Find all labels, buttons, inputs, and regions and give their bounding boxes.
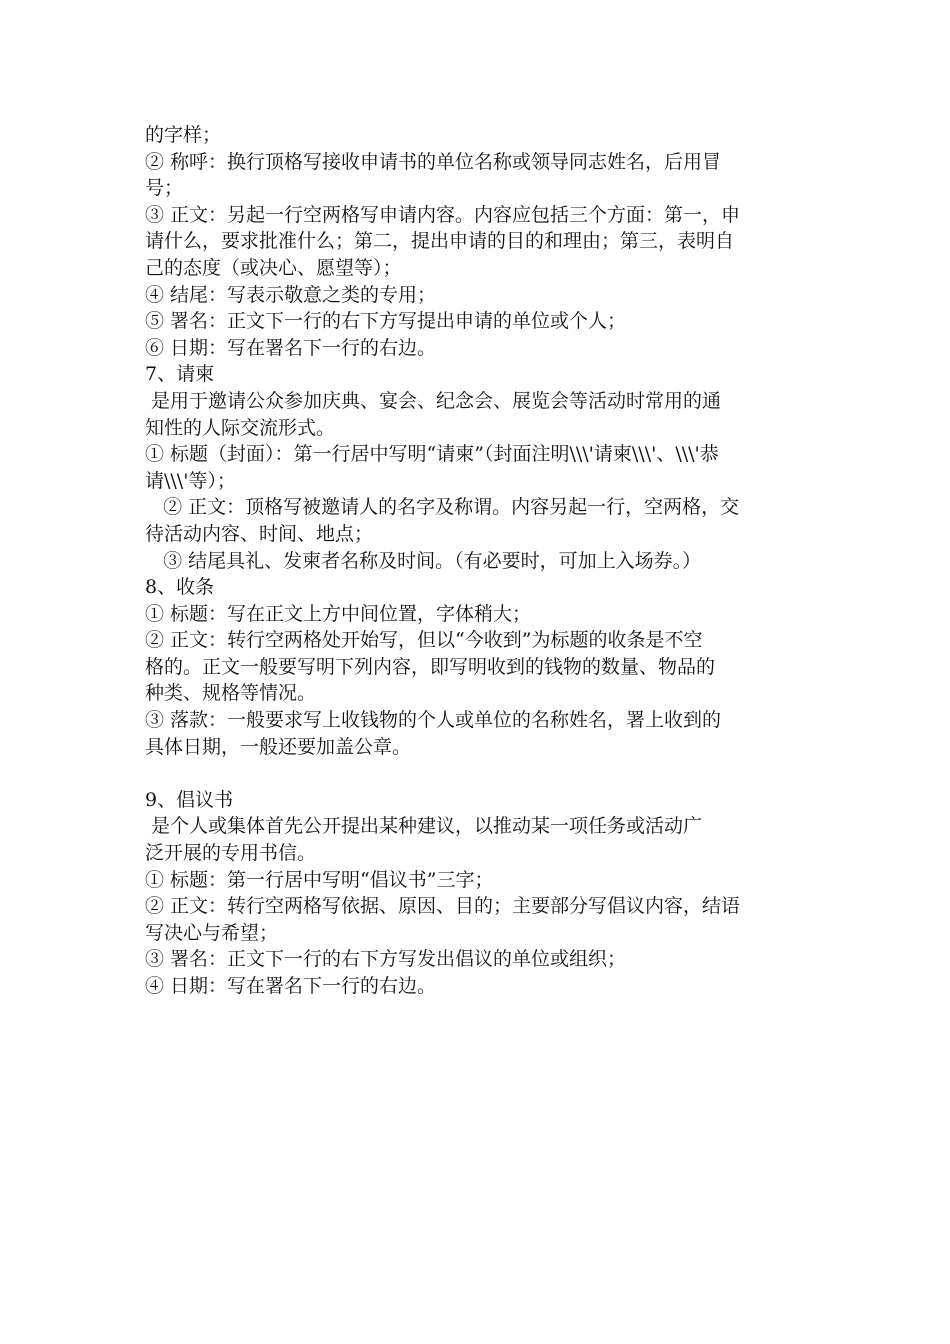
text-line: 种类、规格等情况。 <box>145 682 317 705</box>
text-line: 格的。正文一般要写明下列内容，即写明收到的钱物的数量、物品的 <box>145 655 716 678</box>
text-line: ② 正文：顶格写被邀请人的名字及称谓。内容另起一行，空两格，交 <box>145 496 740 519</box>
text-line: 写决心与希望； <box>145 921 279 944</box>
text-line: 知性的人际交流形式。 <box>145 416 336 439</box>
text-line: ② 称呼：换行顶格写接收申请书的单位名称或领导同志姓名，后用冒 <box>145 150 722 173</box>
text-line: ④ 结尾：写表示敬意之类的专用； <box>145 283 437 306</box>
text-line: ① 标题（封面）：第一行居中写明“请柬”（封面注明\\\'请柬\\\'、\\\'恭 <box>145 443 719 466</box>
text-line: ③ 署名：正文下一行的右下方写发出倡议的单位或组织； <box>145 948 627 971</box>
text-line: ② 正文：转行空两格写依据、原因、目的；主要部分写倡议内容，结语 <box>145 895 741 918</box>
section-heading: 9、倡议书 <box>145 788 234 811</box>
text-line: ① 标题：写在正文上方中间位置，字体稍大； <box>145 602 532 625</box>
text-line: 具体日期，一般还要加盖公章。 <box>145 735 412 758</box>
text-line: 是个人或集体首先公开提出某种建议，以推动某一项任务或活动广 <box>145 815 703 838</box>
section-heading: 7、请柬 <box>145 363 215 386</box>
text-line: ② 正文：转行空两格处开始写，但以“今收到”为标题的收条是不空 <box>145 629 703 652</box>
text-line: 请\\\'等）； <box>145 469 236 492</box>
text-line: ③ 结尾具礼、发柬者名称及时间。（有必要时，可加上入场券。） <box>145 549 702 572</box>
text-line: 待活动内容、时间、地点； <box>145 522 374 545</box>
text-line: ④ 日期：写在署名下一行的右边。 <box>145 975 437 997</box>
text-line: 泛开展的专用书信。 <box>145 842 317 865</box>
text-line: ⑥ 日期：写在署名下一行的右边。 <box>145 336 437 359</box>
text-line: ⑤ 署名：正文下一行的右下方写提出申请的单位或个人； <box>145 310 627 333</box>
text-line: 是用于邀请公众参加庆典、宴会、纪念会、展览会等活动时常用的通 <box>145 389 722 412</box>
text-line: ③ 正文：另起一行空两格写申请内容。内容应包括三个方面：第一，申 <box>145 203 741 226</box>
section-heading: 8、收条 <box>145 576 215 599</box>
text-line: ③ 落款：一般要求写上收钱物的个人或单位的名称姓名，署上收到的 <box>145 709 722 732</box>
text-line: 请什么，要求批准什么；第二，提出申请的目的和理由；第三，表明自 <box>145 230 735 253</box>
document-body <box>145 122 810 1000</box>
text-line: 的字样； <box>145 124 222 146</box>
text-line: 己的态度（或决心、愿望等）； <box>145 256 402 279</box>
blank-line <box>145 760 810 787</box>
text-line: 号； <box>145 177 184 200</box>
text-line: ① 标题：第一行居中写明“倡议书”三字； <box>145 868 494 891</box>
